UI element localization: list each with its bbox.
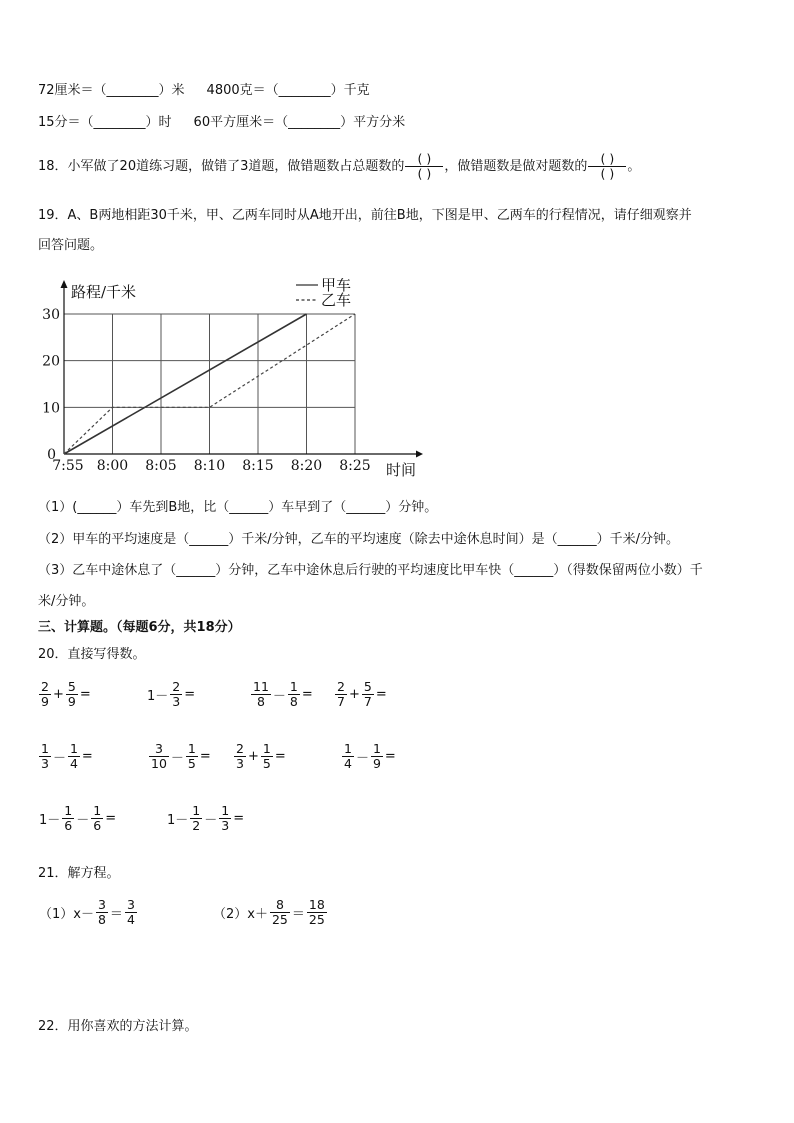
conversion-min-to-h: 15分＝（________）时 [38,115,172,130]
fraction [96,898,108,927]
denominator: 3 [41,756,49,771]
chart-labels [42,278,416,478]
q18-blank-fraction-1[interactable]: $\frac{( )}{( )}$ [405,152,443,181]
x-tick-label: 7:55 [52,458,84,474]
q22-title: 22．用你喜欢的方法计算。 [38,1019,198,1034]
travel-chart [30,278,430,478]
q20-expression [38,804,117,833]
q21-title: 21．解方程。 [38,866,120,881]
numerator: 2 [236,741,244,756]
operator: － [170,751,184,766]
numerator: 3 [126,897,135,912]
denominator: 2 [192,818,201,833]
fraction [149,742,169,771]
x-tick-label: 8:00 [96,458,129,474]
chart-axes [61,280,424,458]
numerator: 1 [262,741,271,756]
numerator: 18 [308,897,325,912]
denominator: 5 [262,756,271,771]
numerator: 5 [67,679,76,694]
expr-lead: （1）x－ [39,907,94,922]
q19-sub-2: （2）甲车的平均速度是（______）千米/分钟，乙车的平均速度（除去中途休息时间）是（______）千米/分钟。 [38,532,680,547]
denominator: 6 [64,818,73,833]
denominator: 25 [308,912,325,927]
y-tick-label: 10 [42,400,60,417]
equals-sign: = [301,687,313,702]
numerator: 1 [69,741,78,756]
numerator: 1 [64,803,73,818]
numerator: 1 [221,803,230,818]
fraction [288,680,300,709]
denominator: 3 [221,818,230,833]
denominator: 3 [172,694,181,709]
q20-expression [148,742,212,771]
numerator: 2 [172,679,181,694]
y-tick-label: 0 [47,447,56,463]
denominator: 4 [69,756,78,771]
legend-label-jia: 甲车 [321,278,352,294]
numerator: 1 [41,741,49,756]
fraction [125,898,137,927]
numerator: 3 [154,741,163,756]
fraction [362,680,374,709]
x-axis-arrow [416,451,423,458]
fraction [342,742,354,771]
denominator: 10 [151,756,167,771]
section-3-title: 三、计算题。（每题6分，共18分） [38,620,241,635]
numerator: 11 [253,679,269,694]
q20-expression [38,742,94,771]
q20-title: 20．直接写得数。 [38,647,146,662]
q20-expression [38,680,92,709]
q20-expression [341,742,397,771]
numerator: 5 [363,679,372,694]
fraction [68,742,80,771]
y-axis-arrow [61,280,68,288]
numerator: 8 [275,897,284,912]
operator: + [52,687,64,702]
denominator: 8 [97,912,106,927]
q18-blank-fraction-2[interactable]: $\frac{( )}{( )}$ [588,152,626,181]
fraction [270,898,290,927]
fraction [261,742,273,771]
numerator: 1 [344,741,352,756]
numerator: 1 [372,741,381,756]
y-tick-label: 20 [42,353,60,370]
numerator: 1 [93,803,102,818]
expr-lead: 1－ [147,689,169,704]
operator: － [355,751,369,766]
equals-sign: = [81,749,93,764]
expr-lead: （2）x＋ [213,907,268,922]
fraction [170,680,182,709]
series-line-jia [64,314,307,454]
denominator: 25 [271,912,288,927]
x-tick-label: 8:20 [290,458,323,474]
operator: － [204,813,218,828]
fraction [66,680,78,709]
equals-sign: = [233,811,245,826]
numerator: 2 [337,679,345,694]
x-tick-label: 8:05 [145,458,177,474]
numerator: 3 [97,897,106,912]
q19-sub-3a: （3）乙车中途休息了（______）分钟，乙车中途休息后行驶的平均速度比甲车快（______）（得数保留两位小数）千 [38,563,703,578]
denominator: 4 [126,912,135,927]
operator: + [247,749,259,764]
conversion-line-1 [38,82,370,100]
fraction [186,742,198,771]
q21-equation [38,898,138,927]
operator: － [76,813,90,828]
q21-equation [212,898,328,927]
equals-sign: = [79,687,91,702]
expr-lead: 1－ [167,813,189,828]
operator: ＝ [109,907,123,922]
conversion-area: 60平方厘米＝（________）平方分米 [193,115,406,130]
fraction [251,680,271,709]
fraction [91,804,103,833]
q19-sub-1: （1）(______）车先到B地，比（______）车早到了（______）分钟。 [38,500,438,515]
denominator: 9 [67,694,76,709]
numerator: 2 [41,679,49,694]
denominator: 9 [41,694,49,709]
numerator: 1 [187,741,196,756]
fraction [190,804,202,833]
conversion-cm-to-m: 72厘米＝（________）米 [38,83,185,98]
chart-grid [64,314,355,454]
equals-sign: = [274,749,286,764]
x-tick-label: 8:10 [193,458,226,474]
denominator: 5 [187,756,196,771]
fraction [62,804,74,833]
denominator: 8 [289,694,298,709]
denominator: 7 [363,694,372,709]
q20-expression [166,804,245,833]
q18-text-3: 。 [627,158,641,174]
q19-line-1: 19．A、B两地相距30千米，甲、乙两车同时从A地开出，前往B地，下图是甲、乙两车的行程情况，请仔细观察并 [38,208,692,223]
fraction [39,742,51,771]
fraction [234,742,246,771]
operator: － [52,751,66,766]
q19-line-2: 回答问题。 [38,238,104,253]
legend-label-yi: 乙车 [321,291,352,309]
fraction [335,680,347,709]
q18-text-1: 18．小军做了20道练习题，做错了3道题，做错题数占总题数的 [38,158,405,174]
question-18 [38,152,640,181]
equals-sign: = [384,749,396,764]
denominator: 7 [337,694,345,709]
denominator: 9 [372,756,381,771]
q20-expression [250,680,314,709]
equals-sign: = [375,687,387,702]
x-tick-label: 8:25 [339,458,371,474]
x-tick-label: 8:15 [242,458,274,474]
y-tick-label: 30 [42,307,60,323]
denominator: 4 [344,756,352,771]
equals-sign: = [105,811,117,826]
denominator: 3 [236,756,244,771]
q18-text-2: ，做错题数是做对题数的 [444,158,588,174]
expr-lead: 1－ [39,813,61,828]
y-axis-label: 路程/千米 [71,283,137,301]
fraction [219,804,231,833]
operator: － [272,689,286,704]
q20-expression [233,742,287,771]
numerator: 1 [289,679,298,694]
conversion-g-to-kg: 4800克＝（________）千克 [206,83,370,98]
x-axis-label: 时间 [386,461,417,478]
q19-sub-3b: 米/分钟。 [38,594,95,609]
q20-expression [334,680,388,709]
numerator: 1 [192,803,201,818]
conversion-line-2 [38,114,405,132]
denominator: 6 [93,818,102,833]
operator: ＝ [291,907,305,922]
equals-sign: = [199,749,211,764]
fraction [307,898,327,927]
equals-sign: = [184,687,196,702]
denominator: 8 [256,694,265,709]
fraction [39,680,51,709]
fraction [371,742,383,771]
operator: + [348,687,360,702]
q20-expression [146,680,196,709]
